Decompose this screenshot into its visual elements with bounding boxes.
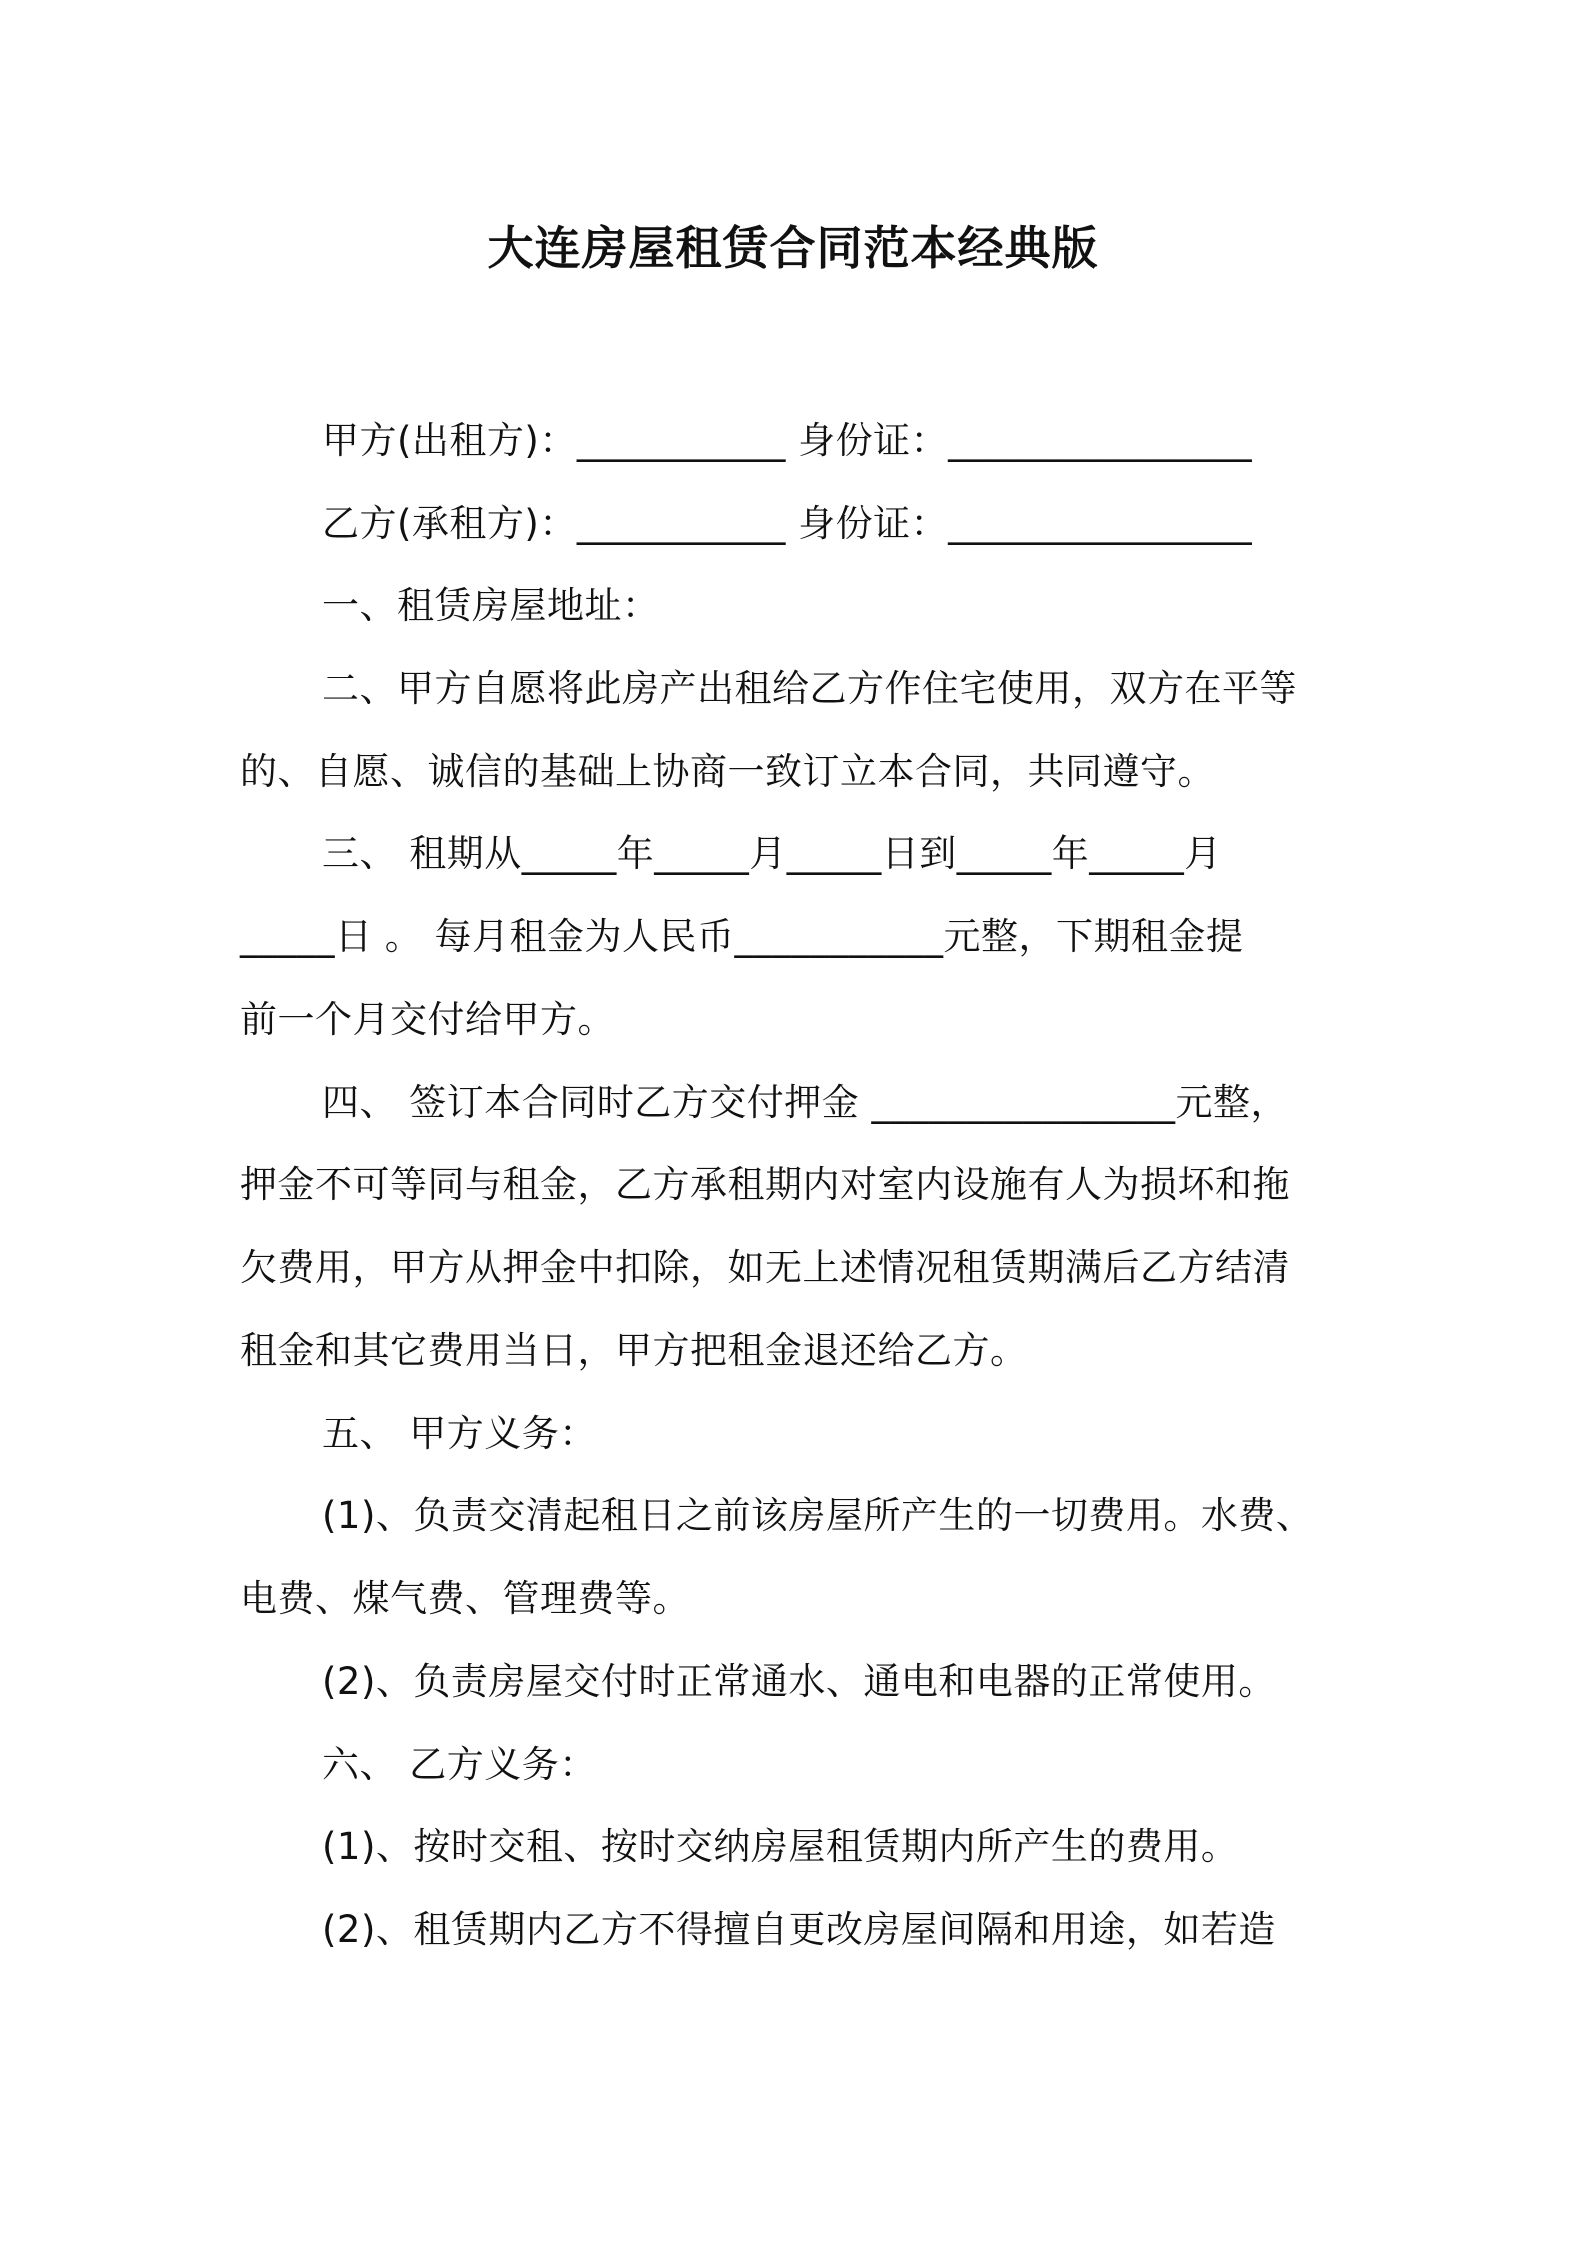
clause-3-line-2: _____日 。 每月租金为人民币___________元整，下期租金提 [240,915,1244,958]
party-a-line: 甲方(出租方)：___________ 身份证：________________ [322,419,1253,462]
clause-3-line-3: 前一个月交付给甲方。 [240,998,615,1041]
party-b-line: 乙方(承租方)：___________ 身份证：________________ [322,502,1253,545]
clause-5-item-2: (2)、负责房屋交付时正常通水、通电和电器的正常使用。 [322,1660,1276,1703]
clause-4-line-3: 欠费用，甲方从押金中扣除，如无上述情况租赁期满后乙方结清 [240,1246,1290,1289]
clause-6-heading: 六、 乙方义务： [322,1743,597,1786]
clause-1-address: 一、租赁房屋地址： [322,584,660,627]
document-title: 大连房屋租赁合同范本经典版 [487,221,1099,275]
clause-4-line-4: 租金和其它费用当日，甲方把租金退还给乙方。 [240,1329,1028,1372]
clause-6-item-1: (1)、按时交租、按时交纳房屋租赁期内所产生的费用。 [322,1825,1239,1868]
clause-6-item-2: (2)、租赁期内乙方不得擅自更改房屋间隔和用途，如若造 [322,1908,1276,1951]
clause-4-line-2: 押金不可等同与租金，乙方承租期内对室内设施有人为损坏和拖 [240,1163,1290,1206]
clause-3-line-1: 三、 租期从_____年_____月_____日到_____年_____月 [322,832,1222,875]
clause-4-line-1: 四、 签订本合同时乙方交付押金 ________________元整， [322,1081,1289,1124]
clause-2-line-1: 二、甲方自愿将此房产出租给乙方作住宅使用，双方在平等 [322,667,1297,710]
clause-5-item-1-line-1: (1)、负责交清起租日之前该房屋所产生的一切费用。水费、 [322,1494,1314,1537]
clause-2-line-2: 的、自愿、诚信的基础上协商一致订立本合同，共同遵守。 [240,750,1215,793]
clause-5-item-1-line-2: 电费、煤气费、管理费等。 [240,1577,690,1620]
clause-5-heading: 五、 甲方义务： [322,1412,597,1455]
